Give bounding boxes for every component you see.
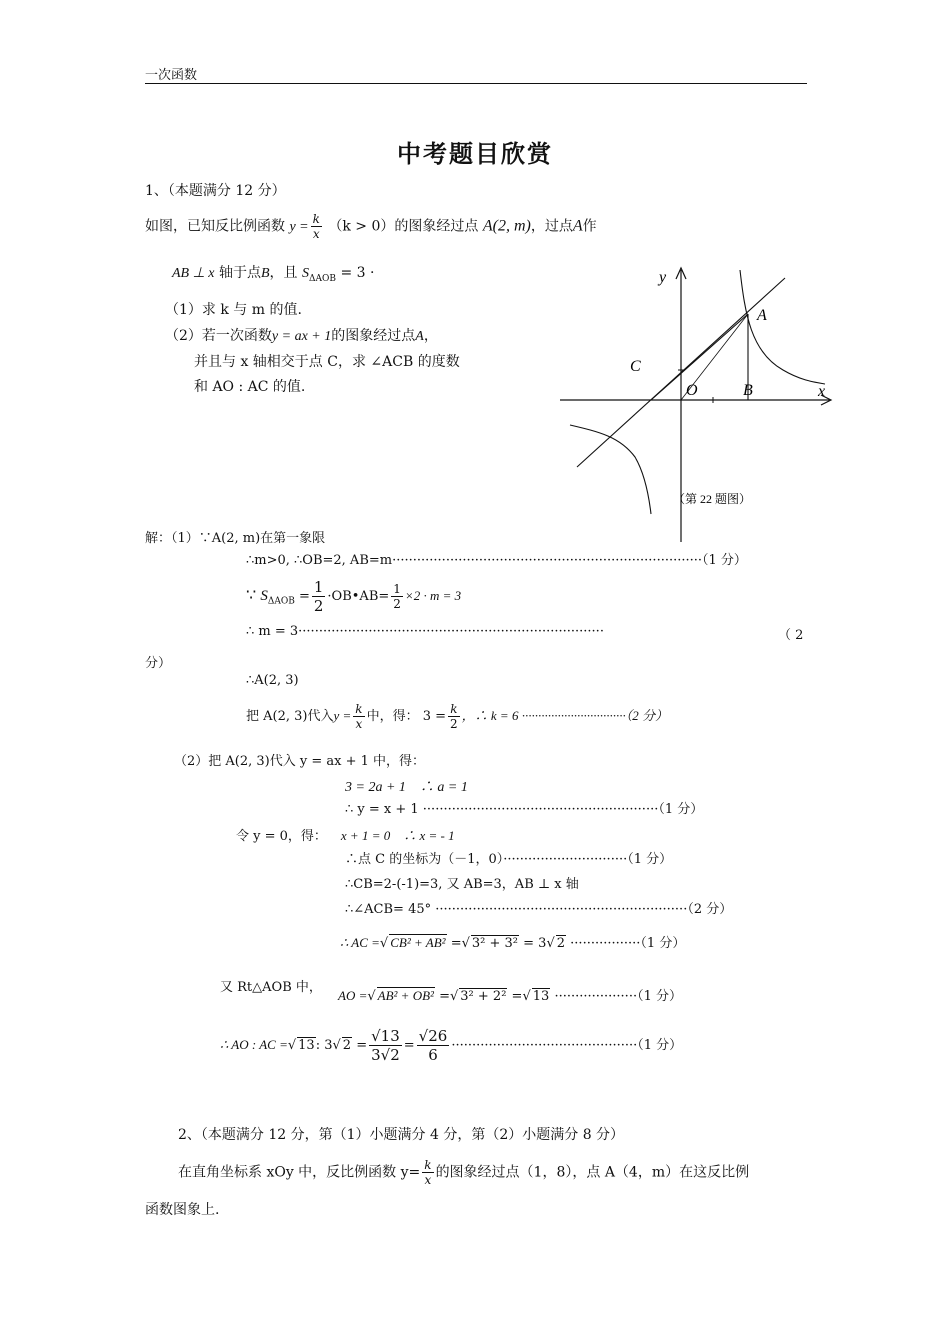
frac-kx: $\frac{k}{x}$ bbox=[355, 702, 363, 731]
segment-OA bbox=[651, 314, 748, 400]
q1-line2-d: = 3 · bbox=[340, 265, 375, 281]
q2-heading: 2、（本题满分 12 分，第（1）小题满分 4 分，第（2）小题满分 8 分） bbox=[178, 1127, 625, 1143]
label-A: A bbox=[757, 307, 767, 324]
header-rule bbox=[145, 83, 807, 84]
q2-stem-line2: 函数图象上. bbox=[145, 1202, 220, 1218]
q1-part2: （2）若一次函数y = ax + 1的图象经过点A， bbox=[165, 328, 438, 344]
q1-line2-B: B bbox=[260, 266, 270, 281]
frac-half-2: $\frac{1}{2}$ bbox=[393, 582, 401, 611]
sol-line6: 把 A(2, 3)代入y = $\frac{k}{x}$ 中，得： 3 = $\frac{k}{2}$ ，∴ k = 6 ································（2 分） bbox=[246, 702, 668, 731]
page-title: 中考题目欣赏 bbox=[397, 140, 553, 168]
q1-stem-line2 bbox=[172, 262, 374, 284]
q1-heading: 1、（本题满分 12 分） bbox=[145, 183, 286, 199]
q1-part2-line2: 并且与 x 轴相交于点 C，求 ∠ACB 的度数 bbox=[194, 354, 460, 370]
sol-part2-line5: ∴点 C 的坐标为（－1，0）······························（1 分） bbox=[345, 852, 673, 867]
q1-stem-line1 bbox=[145, 212, 597, 241]
q1-part1: （1）求 k 与 m 的值. bbox=[165, 302, 302, 318]
sol-part2-line9-label: 又 Rt△AOB 中， bbox=[220, 980, 322, 995]
frac-r13: $\frac{√13}{3√2}$ bbox=[371, 1027, 400, 1064]
q1-stem-A: A bbox=[572, 217, 583, 235]
frac-r26: $\frac{√26}{6}$ bbox=[418, 1027, 448, 1064]
sol-line4-score: （ 2 bbox=[778, 628, 804, 643]
q1-line2-sub: ΔAOB bbox=[308, 273, 336, 284]
label-C: C bbox=[630, 358, 641, 375]
sol-part2-line3: ∴ y = x + 1 ·························································（1 分） bbox=[345, 802, 704, 817]
q1-stem-point: A(2, m) bbox=[482, 217, 531, 235]
hyperbola-branch-1 bbox=[740, 270, 825, 384]
sol-line3: ∵ $S_{\Delta AOB}$ = $\frac{1}{2}$ ·OB•AB= $\frac{1}{2}$ ×2 · m = 3 bbox=[246, 578, 462, 615]
frac-k2: $\frac{k}{2}$ bbox=[450, 702, 458, 731]
header-chapter: 一次函数 bbox=[145, 68, 198, 83]
sol-line4: ∴ m = 3·········································································· bbox=[246, 624, 604, 639]
sol-part2-line2: 3 = 2a + 1 ∴ a = 1 bbox=[345, 780, 468, 795]
q2-frac-kx: $\frac{k}{x}$ bbox=[424, 1158, 432, 1187]
q1-line2-c: ，且 bbox=[269, 265, 298, 281]
sol-part2-line6: ∴CB=2-(-1)=3, 又 AB=3，AB ⊥ x 轴 bbox=[345, 877, 579, 892]
hyperbola-branch-3 bbox=[570, 425, 651, 514]
label-y: y bbox=[659, 269, 667, 286]
q2-stem-line1: 在直角坐标系 xOy 中，反比例函数 y= $\frac{k}{x}$ 的图象经过点（1，8），点 A（4，m）在这反比例 bbox=[178, 1158, 750, 1187]
q1-line2-b: 轴于点 bbox=[218, 265, 261, 281]
q1-frac-kx: $\frac{k}{x}$ bbox=[312, 212, 320, 241]
sol-line1: 解：（1）∵A(2, m)在第一象限 bbox=[145, 531, 326, 546]
q1-line2-S: S bbox=[301, 266, 309, 281]
sol-part2-line8: ∴ AC =√ CB² + AB² =√ 3² + 3² = 3√ 2 ·················（1 分） bbox=[340, 932, 685, 951]
label-x: x bbox=[818, 383, 826, 400]
figure-caption: （第 22 题图） bbox=[673, 492, 752, 506]
q1-part2-line3: 和 AO : AC 的值. bbox=[194, 379, 306, 395]
q1-stem-y: y = bbox=[289, 219, 309, 235]
frac-half-1: $\frac{1}{2}$ bbox=[313, 578, 324, 615]
sol-part2-line9: AO =√ AB² + OB² =√ 3² + 2² =√ 13 ····················（1 分） bbox=[338, 985, 682, 1004]
label-O: O bbox=[686, 382, 698, 399]
sol-part2-line1: （2）把 A(2, 3)代入 y = ax + 1 中，得： bbox=[174, 754, 426, 769]
q1-line2-a: AB ⊥ x bbox=[172, 266, 215, 281]
q1-stem-c: 作 bbox=[582, 218, 597, 235]
sol-line2: ∴m>0, ∴OB=2, AB=m···········································································（1 分） bbox=[246, 553, 747, 568]
sol-part2-line10: ∴ AO : AC =√ 13: 3√ 2 = $\frac{√13}{3√2}$ = $\frac{√26}{6}$ ·············································（1 分） bbox=[220, 1027, 682, 1064]
label-B: B bbox=[743, 382, 753, 399]
sol-part2-line4: 令 y = 0，得： x + 1 = 0 ∴ x = - 1 bbox=[236, 828, 455, 844]
sol-line5: ∴A(2, 3) bbox=[246, 673, 299, 688]
q1-stem-cond: （k > 0）的图象经过点 bbox=[328, 218, 479, 235]
sol-part2-line7: ∴∠ACB= 45° ·····························································（2 分） bbox=[345, 902, 733, 917]
q1-stem-b: ，过点 bbox=[530, 218, 573, 235]
sol-line4-fen: 分） bbox=[145, 656, 172, 671]
q1-stem-a: 如图，已知反比例函数 bbox=[145, 218, 285, 235]
q1-figure bbox=[555, 262, 840, 544]
